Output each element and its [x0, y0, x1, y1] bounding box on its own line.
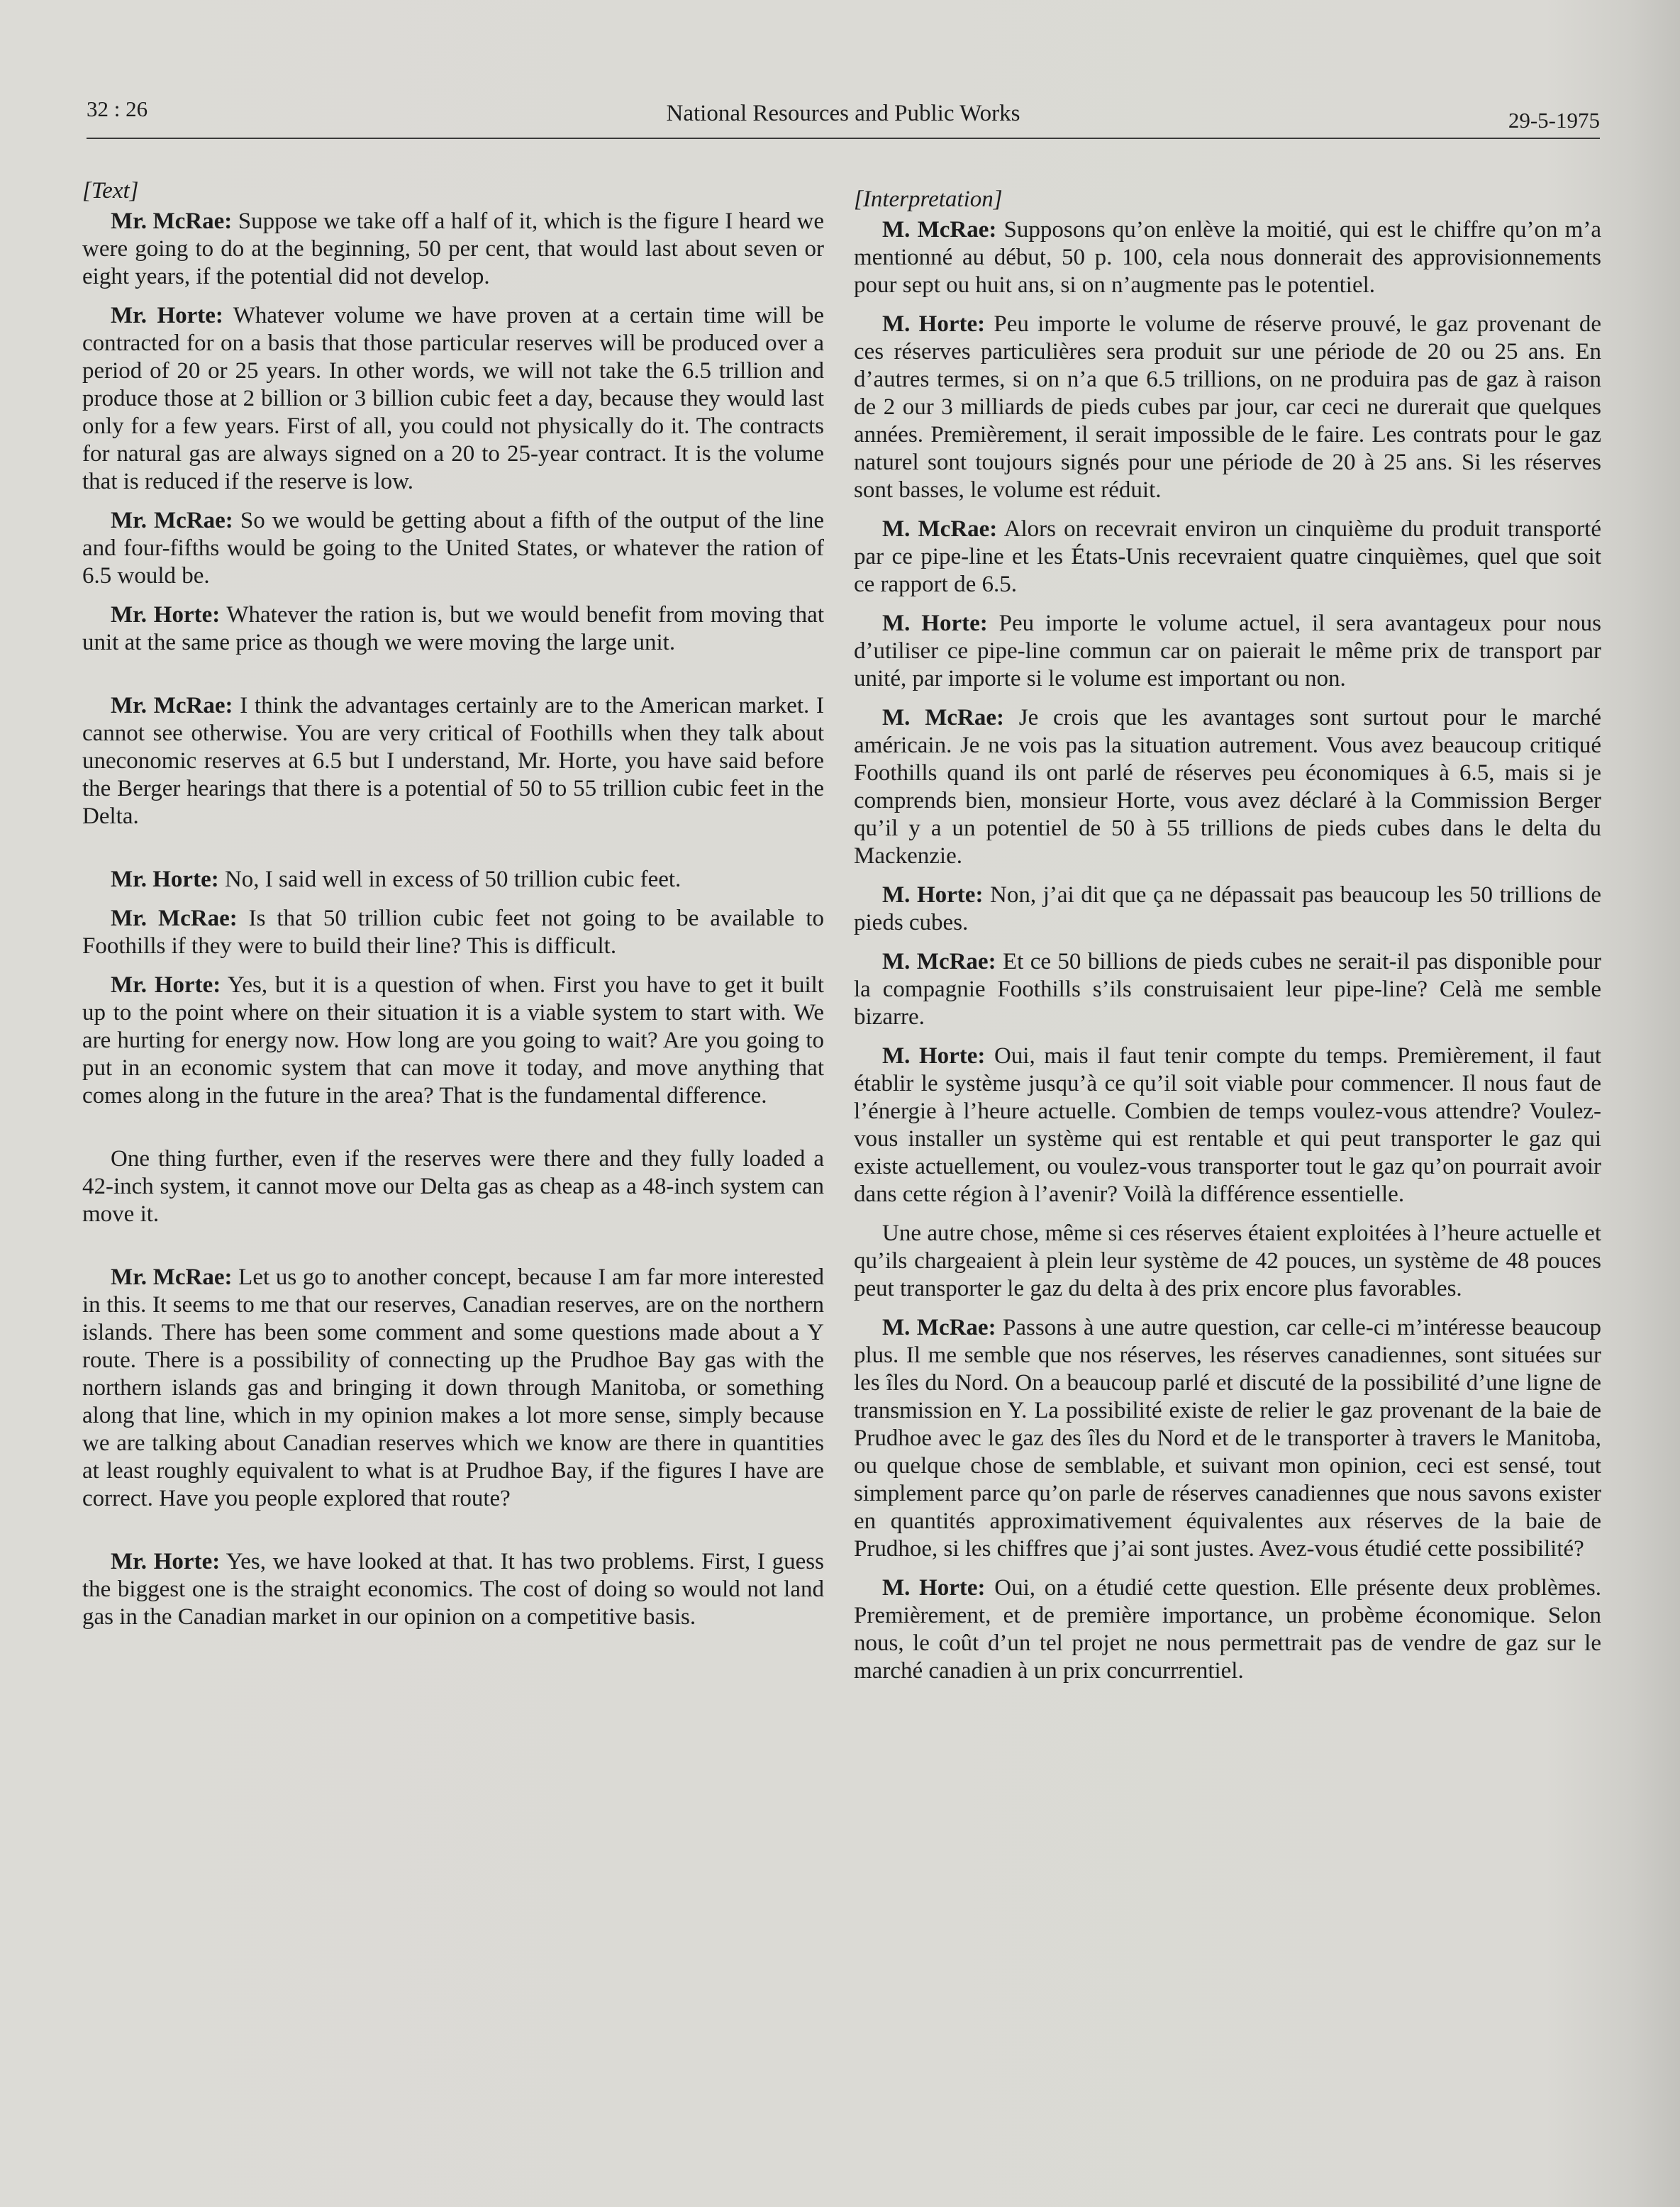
- speaker: M. Horte:: [882, 1575, 986, 1601]
- speaker: Mr. Horte:: [111, 867, 219, 892]
- paragraph-text: Yes, but it is a question of when. First you have to get it built up to the point where on their situation it is a viable system to start with. We are hurting for energy now. How long are you going to wait? Are you going to put in an economic system that can move it today, and move anything that comes along in the future in the area? That is the fundamental difference.: [82, 972, 824, 1108]
- paragraph: [854, 704, 1601, 870]
- speaker: M. McRae:: [882, 516, 998, 542]
- paragraph-text: Oui, mais il faut tenir compte du temps. Premièrement, il faut établir le système jusqu’à ce qu’il soit viable pour commencer. Il nous faut de l’énergie à l’heure actuelle. Combien de temps voulez-vous attendre? Voulez-vous installer un système qui est rentable et qui peut transporter le gaz qui existe actuellement, ou voulez-vous transporter tout le gaz qu’on pourrait avoir dans cette région à l’avenir? Voilà la différence essentielle.: [854, 1043, 1601, 1207]
- publication-title: National Resources and Public Works: [666, 101, 1020, 126]
- paragraph-text: Let us go to another concept, because I am far more interested in this. It seems to me that our reserves, Canadian reserves, are on the northern islands. There has been some comment and some questions made about a Y route. There is a possibility of connecting up the Prudhoe Bay gas with the northern islands gas and bringing it down through Manitoba, or something along that line, which in my opinion makes a lot more sense, simply because we are talking about Canadian reserves which we know are there in quantities at least roughly equivalent to what is at Prudhoe Bay, if the figures I have are correct. Have you people explored that route?: [82, 1264, 824, 1511]
- speaker: M. Horte:: [882, 311, 986, 337]
- paragraph-text: One thing further, even if the reserves were there and they fully loaded a 42-inch system, it cannot move our Delta gas as cheap as a 48-inch system can move it.: [82, 1146, 824, 1227]
- paragraph: [854, 1314, 1601, 1563]
- page-number: 32 : 26: [87, 96, 148, 121]
- column-label: [Interpretation]: [854, 187, 1003, 212]
- column-label: [Text]: [82, 178, 139, 204]
- speaker: M. McRae:: [882, 1315, 996, 1340]
- paragraph-text: Yes, we have looked at that. It has two problems. First, I guess the biggest one is the straight economics. The cost of doing so would not land gas in the Canadian market in our opinion on a competitive basis.: [82, 1549, 824, 1630]
- paragraph-text: Non, j’ai dit que ça ne dépassait pas beaucoup les 50 trillions de pieds cubes.: [854, 882, 1601, 935]
- speaker: Mr. McRae:: [111, 693, 233, 718]
- paragraph-text: Alors on recevrait environ un cinquième du produit transporté par ce pipe-line et les États-Unis recevraient quatre cinquièmes, quel que soit ce rapport de 6.5.: [854, 516, 1601, 597]
- paragraph-text: Oui, on a étudié cette question. Elle présente deux problèmes. Premièrement, et de première importance, un probème économique. Selon nous, le coût d’un tel projet ne nous permettrait pas de vendre de gaz sur le marché canadien à un prix concurrrentiel.: [854, 1575, 1602, 1684]
- paragraph-text: No, I said well in excess of 50 trillion cubic feet.: [218, 867, 682, 892]
- page-header: [87, 92, 1600, 139]
- paragraph: [854, 882, 1601, 937]
- paragraph-text: Whatever the ration is, but we would benefit from moving that unit at the same price as though we were moving the large unit.: [82, 602, 824, 655]
- paragraph-text: So we would be getting about a fifth of the output of the line and four-fifths would be going to the United States, or whatever the ration of 6.5 would be.: [82, 508, 825, 589]
- paragraph: [82, 1264, 824, 1513]
- speaker: Mr. Horte:: [111, 972, 221, 998]
- speaker: M. Horte:: [882, 882, 984, 908]
- speaker: Mr. McRae:: [111, 209, 233, 234]
- paragraph: [82, 905, 824, 960]
- speaker: M. Horte:: [882, 1043, 986, 1069]
- paragraph-text: Peu importe le volume actuel, il sera avantageux pour nous d’utiliser ce pipe-line commun car on paierait le même prix de transport par unité, par importe si le volume est important ou non.: [854, 611, 1601, 691]
- paragraph: [82, 507, 824, 590]
- paragraph: [82, 601, 824, 657]
- paragraph: [854, 1220, 1601, 1303]
- paragraph: [82, 302, 824, 496]
- paragraph: [854, 1574, 1601, 1685]
- english-column: [82, 177, 824, 1642]
- paragraph: [82, 866, 824, 894]
- paragraph-text: Supposons qu’on enlève la moitié, qui est le chiffre qu’on m’a mentionné au début, 50 p. 100, cela nous donnerait des approvisionnements pour sept ou huit ans, si on n’augmente pas le potentiel.: [854, 217, 1601, 298]
- speaker: Mr. McRae:: [111, 1264, 233, 1290]
- paragraph-text: Whatever volume we have proven at a certain time will be contracted for on a basis that those particular reserves will be produced over a period of 20 or 25 years. In other words, we will not take the 6.5 trillion and produce those at 2 billion or 3 billion cubic feet a day, because they would last only for a few years. First of all, you could not physically do it. The contracts for natural gas are always signed on a 20 to 25-year contract. It is the volume that is reduced if the reserve is low.: [82, 303, 824, 494]
- french-column: [854, 186, 1601, 1696]
- publication-date: 29-5-1975: [1508, 108, 1600, 133]
- speaker: M. McRae:: [882, 705, 1004, 730]
- paragraph: [82, 208, 824, 291]
- speaker: M. McRae:: [882, 949, 996, 974]
- paragraph-text: Une autre chose, même si ces réserves étaient exploitées à l’heure actuelle et qu’ils chargeaient à plein leur système de 42 pouces, un système de 48 pouces peut transporter le gaz du delta à des prix encore plus favorables.: [854, 1221, 1601, 1301]
- paragraph-text: Peu importe le volume de réserve prouvé, le gaz provenant de ces réserves particulières sera produit sur une période de 20 ou 25 ans. En d’autres termes, si on n’a que 6.5 trillions, on ne produira pas de gaz à raison de 2 our 3 milliards de pieds cubes par jour, car ceci ne durerait que quelques années. Premièrement, il serait impossible de le faire. Les contrats pour le gaz naturel sont toujours signés pour une période de 20 à 25 ans. Si les réserves sont basses, le volume est réduit.: [854, 311, 1601, 503]
- paragraph: [854, 311, 1601, 504]
- paragraph-text: Et ce 50 billions de pieds cubes ne serait-il pas disponible pour la compagnie Foothills s’ils construisaient leur pipe-line? Celà me semble bizarre.: [854, 949, 1601, 1030]
- paragraph-text: Is that 50 trillion cubic feet not going to be available to Foothills if they were to build their line? This is difficult.: [82, 906, 824, 959]
- speaker: M. Horte:: [882, 611, 988, 636]
- paragraph: [854, 1043, 1601, 1208]
- speaker: Mr. Horte:: [111, 602, 221, 628]
- paragraph: [854, 516, 1601, 599]
- paragraph: [854, 216, 1601, 299]
- paragraph-text: Je crois que les avantages sont surtout pour le marché américain. Je ne vois pas la situation autrement. Vous avez beaucoup critiqué Foothills quand ils ont parlé de réserves peu économiques à 6.5, mais si je comprends bien, monsieur Horte, vous avez déclaré à la Commission Berger qu’il y a un potentiel de 50 à 55 trillions de pieds cubes dans le delta du Mackenzie.: [854, 705, 1601, 869]
- paragraph: [82, 1145, 824, 1228]
- paragraph: [854, 948, 1601, 1031]
- paragraph: [82, 1548, 824, 1631]
- speaker: Mr. Horte:: [111, 303, 223, 328]
- paragraph: [82, 972, 824, 1110]
- speaker: M. McRae:: [882, 217, 997, 243]
- paragraph: [82, 692, 824, 830]
- paragraph-text: Suppose we take off a half of it, which is the figure I heard we were going to do at the beginning, 50 per cent, that would last about seven or eight years, if the potential did not develop.: [82, 209, 824, 289]
- paragraph-text: Passons à une autre question, car celle-ci m’intéresse beaucoup plus. Il me semble que nos réserves, les réserves canadiennes, sont situées sur les îles du Nord. On a beaucoup parlé et discuté de la possibilité d’une ligne de transmission en Y. La possibilité existe de relier le gaz provenant de la baie de Prudhoe avec le gaz des îles du Nord et de le transporter à travers le Manitoba, ou quelque chose de semblable, et suivant mon opinion, ceci est sensé, tout simplement parce qu’on parle de réserves canadiennes que nous savons exister en quantités approximativement équivalentes aux réserves de la baie de Prudhoe, si les chiffres que j’ai sont justes. Avez-vous étudié cette possibilité?: [854, 1315, 1601, 1562]
- speaker: Mr. McRae:: [111, 906, 238, 931]
- speaker: Mr. Horte:: [111, 1549, 221, 1574]
- paragraph-text: I think the advantages certainly are to the American market. I cannot see otherwise. You are very critical of Foothills when they talk about uneconomic reserves at 6.5 but I understand, Mr. Horte, you have said before the Berger hearings that there is a potential of 50 to 55 trillion cubic feet in the Delta.: [82, 693, 824, 829]
- speaker: Mr. McRae:: [111, 508, 233, 533]
- paragraph: [854, 610, 1601, 693]
